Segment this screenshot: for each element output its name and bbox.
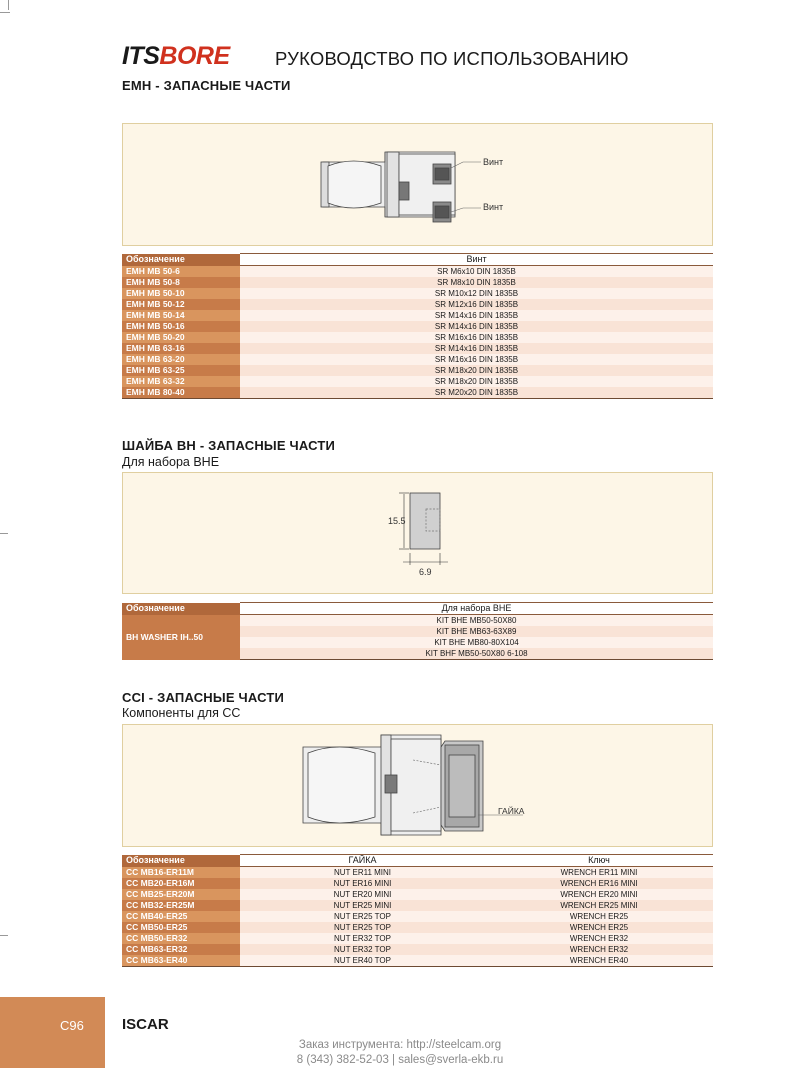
table-row [122,332,713,343]
col-wrench: Ключ [485,855,713,867]
designation-cell: EMH MB 50-14 [122,310,240,321]
table-row [122,310,713,321]
value-cell: KIT BHE MB63-63X89 [240,626,713,637]
col-kit: Для набора BHE [240,603,713,615]
value-cell: SR M14x16 DIN 1835B [240,310,713,321]
value-cell: NUT ER32 TOP [240,944,485,955]
value-cell: WRENCH ER16 MINI [485,878,713,889]
value-cell: WRENCH ER20 MINI [485,889,713,900]
value-cell: NUT ER25 TOP [240,911,485,922]
value-cell: SR M12x16 DIN 1835B [240,299,713,310]
designation-cell: EMH MB 63-16 [122,343,240,354]
section-subtitle-cci: Компоненты для CC [122,706,241,720]
designation-cell: CC MB63-ER40 [122,955,240,967]
nut-label: ГАЙКА [498,806,525,816]
value-cell: SR M18x20 DIN 1835B [240,365,713,376]
table-row [122,933,713,944]
col-nut: ГАЙКА [240,855,485,867]
dim-height-label: 15.5 [388,516,406,526]
value-cell: NUT ER25 TOP [240,922,485,933]
designation-cell: CC MB50-ER25 [122,922,240,933]
cci-drawing-panel [122,724,713,847]
table-row [122,288,713,299]
itsbore-logo: ITSBORE [122,42,230,70]
value-cell: NUT ER32 TOP [240,933,485,944]
designation-cell: CC MB50-ER32 [122,933,240,944]
value-cell: SR M6x10 DIN 1835B [240,266,713,278]
table-row [122,321,713,332]
value-cell: KIT BHE MB80-80X104 [240,637,713,648]
table-header-row [122,855,713,867]
designation-cell: CC MB32-ER25M [122,900,240,911]
footer-order-line: Заказ инструмента: http://steelcam.org [298,1039,502,1051]
value-cell: KIT BHF MB50-50X80 6-108 [240,648,713,660]
washer-drawing [123,473,714,595]
cci-parts-table [122,854,713,967]
value-cell: NUT ER20 MINI [240,889,485,900]
emh-drawing-panel [122,123,713,246]
designation-cell: EMH MB 50-20 [122,332,240,343]
table-row [122,343,713,354]
table-row [122,277,713,288]
page-number: C96 [60,1018,84,1033]
washer-designation: BH WASHER IH..50 [122,615,240,660]
value-cell: NUT ER25 MINI [240,900,485,911]
table-row [122,922,713,933]
emh-holder-drawing [123,124,714,247]
table-row [122,354,713,365]
table-row [122,900,713,911]
designation-cell: CC MB16-ER11M [122,867,240,879]
value-cell: WRENCH ER25 [485,922,713,933]
value-cell: NUT ER40 TOP [240,955,485,967]
table-row [122,955,713,967]
dim-width-label: 6.9 [419,567,432,577]
value-cell: WRENCH ER32 [485,944,713,955]
value-cell: SR M14x16 DIN 1835B [240,343,713,354]
table-row [122,944,713,955]
designation-cell: EMH MB 63-20 [122,354,240,365]
value-cell: NUT ER11 MINI [240,867,485,879]
value-cell: WRENCH ER25 MINI [485,900,713,911]
value-cell: NUT ER16 MINI [240,878,485,889]
table-row [122,365,713,376]
value-cell: WRENCH ER25 [485,911,713,922]
table-header-row [122,603,713,615]
table-header-row [122,254,713,266]
table-row [122,615,713,627]
cci-holder-drawing [123,725,714,848]
col-designation: Обозначение [122,254,240,266]
designation-cell: CC MB25-ER20M [122,889,240,900]
brand-name: ISCAR [122,1016,169,1033]
designation-cell: EMH MB 50-12 [122,299,240,310]
table-row [122,387,713,399]
table-row [122,911,713,922]
designation-cell: CC MB63-ER32 [122,944,240,955]
designation-cell: EMH MB 50-8 [122,277,240,288]
table-row [122,299,713,310]
crop-mark [0,12,10,13]
value-cell: SR M16x16 DIN 1835B [240,332,713,343]
designation-cell: EMH MB 50-16 [122,321,240,332]
value-cell: WRENCH ER32 [485,933,713,944]
col-screw: Винт [240,254,713,266]
designation-cell: EMH MB 63-25 [122,365,240,376]
table-row [122,889,713,900]
section-title-cci: CCI - ЗАПАСНЫЕ ЧАСТИ [122,690,285,705]
crop-mark [0,935,8,936]
table-row [122,266,713,278]
table-row [122,867,713,879]
section-title-washer: ШАЙБА BH - ЗАПАСНЫЕ ЧАСТИ [122,438,336,453]
table-row [122,376,713,387]
value-cell: SR M20x20 DIN 1835B [240,387,713,399]
value-cell: WRENCH ER11 MINI [485,867,713,879]
value-cell: SR M18x20 DIN 1835B [240,376,713,387]
table-row [122,878,713,889]
designation-cell: EMH MB 63-32 [122,376,240,387]
crop-mark [8,0,9,10]
washer-drawing-panel [122,472,713,594]
screw-label-bottom: Винт [483,202,504,212]
washer-parts-table [122,602,713,660]
section-title-emh: EMH - ЗАПАСНЫЕ ЧАСТИ [122,78,291,93]
value-cell: SR M14x16 DIN 1835B [240,321,713,332]
section-subtitle-washer: Для набора BHE [122,455,220,469]
designation-cell: EMH MB 80-40 [122,387,240,399]
value-cell: SR M8x10 DIN 1835B [240,277,713,288]
footer-contact-line: 8 (343) 382-52-03 | sales@sverla-ekb.ru [296,1054,504,1066]
value-cell: WRENCH ER40 [485,955,713,967]
crop-mark [0,533,8,534]
value-cell: SR M16x16 DIN 1835B [240,354,713,365]
col-designation: Обозначение [122,603,240,615]
emh-parts-table [122,253,713,399]
value-cell: KIT BHE MB50-50X80 [240,615,713,627]
page-title: РУКОВОДСТВО ПО ИСПОЛЬЗОВАНИЮ [275,48,629,69]
value-cell: SR M10x12 DIN 1835B [240,288,713,299]
designation-cell: EMH MB 50-10 [122,288,240,299]
designation-cell: CC MB40-ER25 [122,911,240,922]
col-designation: Обозначение [122,855,240,867]
designation-cell: EMH MB 50-6 [122,266,240,278]
screw-label-top: Винт [483,157,504,167]
designation-cell: CC MB20-ER16M [122,878,240,889]
